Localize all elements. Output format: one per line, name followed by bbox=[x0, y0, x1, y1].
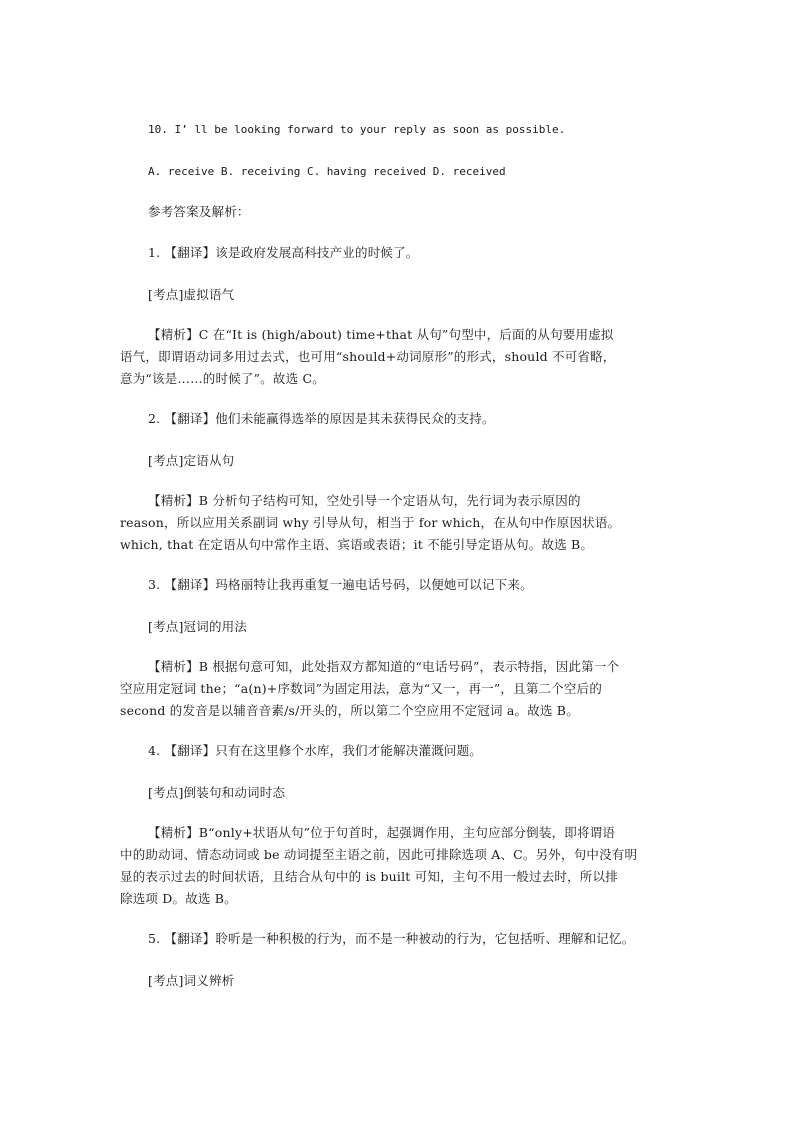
item-5-translation: 5. 【翻译】聆听是一种积极的行为，而不是一种被动的行为，它包括听、理解和记忆。 bbox=[148, 931, 635, 946]
item-4-translation: 4. 【翻译】只有在这里修个水库，我们才能解决灌溉问题。 bbox=[148, 743, 483, 758]
item-3-point: [考点]冠词的用法 bbox=[148, 619, 248, 634]
item-4-analysis-line-4: 除选项 D。故选 B。 bbox=[120, 891, 237, 906]
item-5-point: [考点]词义辨析 bbox=[148, 973, 235, 988]
item-2-analysis-line-2: reason，所以应用关系副词 why 引导从句，相当于 for which，在从句中作原因状语。 bbox=[120, 515, 621, 530]
answers-heading: 参考答案及解析： bbox=[148, 204, 250, 219]
item-2-translation: 2. 【翻译】他们未能赢得选举的原因是其未获得民众的支持。 bbox=[148, 411, 495, 426]
item-2-point: [考点]定语从句 bbox=[148, 453, 235, 468]
item-3-analysis bbox=[120, 656, 619, 722]
item-4-analysis bbox=[120, 822, 637, 910]
item-4-analysis-line-3: 显的表示过去的时间状语，且结合从句中的 is built 可知，主句不用一般过去时，所以排 bbox=[120, 869, 618, 884]
item-1-translation: 1. 【翻译】该是政府发展高科技产业的时候了。 bbox=[148, 245, 419, 260]
question-10-options: A. receive B. receiving C. having received D. received bbox=[148, 165, 506, 178]
item-2-analysis-line-1: 【精析】B 分析句子结构可知，空处引导一个定语从句，先行词为表示原因的 bbox=[148, 493, 581, 508]
item-3-translation: 3. 【翻译】玛格丽特让我再重复一遍电话号码，以便她可以记下来。 bbox=[148, 577, 533, 592]
item-3-analysis-line-2: 空应用定冠词 the；“a(n)+序数词”为固定用法，意为“又一，再一”，且第二个空后的 bbox=[120, 681, 603, 696]
item-3-analysis-line-3: second 的发音是以辅音音素/s/开头的，所以第二个空应用不定冠词 a。故选 B。 bbox=[120, 703, 579, 718]
item-4-analysis-line-2: 中的助动词、情态动词或 be 动词提至主语之前，因此可排除选项 A、C。另外，句中没有明 bbox=[120, 847, 638, 862]
item-1-analysis-line-1: 【精析】C 在“It is (high/about) time+that 从句”句型中，后面的从句要用虚拟 bbox=[148, 327, 614, 342]
item-4-point: [考点]倒装句和动词时态 bbox=[148, 785, 286, 800]
item-3-analysis-line-1: 【精析】B 根据句意可知，此处指双方都知道的“电话号码”，表示特指，因此第一个 bbox=[148, 659, 620, 674]
item-1-analysis-line-2: 语气，即谓语动词多用过去式，也可用“should+动词原形”的形式，should 不可省略， bbox=[120, 349, 616, 364]
question-10-stem: 10. I’ ll be looking forward to your reply as soon as possible. bbox=[148, 123, 566, 136]
item-2-analysis bbox=[120, 490, 620, 556]
item-1-point: [考点]虚拟语气 bbox=[148, 287, 235, 302]
item-2-analysis-line-3: which, that 在定语从句中常作主语、宾语或表语；it 不能引导定语从句。故选 B。 bbox=[120, 537, 594, 552]
item-1-analysis bbox=[120, 324, 616, 390]
item-4-analysis-line-1: 【精析】B“only+状语从句”位于句首时，起强调作用，主句应部分倒装，即将谓语 bbox=[148, 825, 616, 840]
item-1-analysis-line-3: 意为“该是……的时候了”。故选 C。 bbox=[120, 371, 325, 386]
